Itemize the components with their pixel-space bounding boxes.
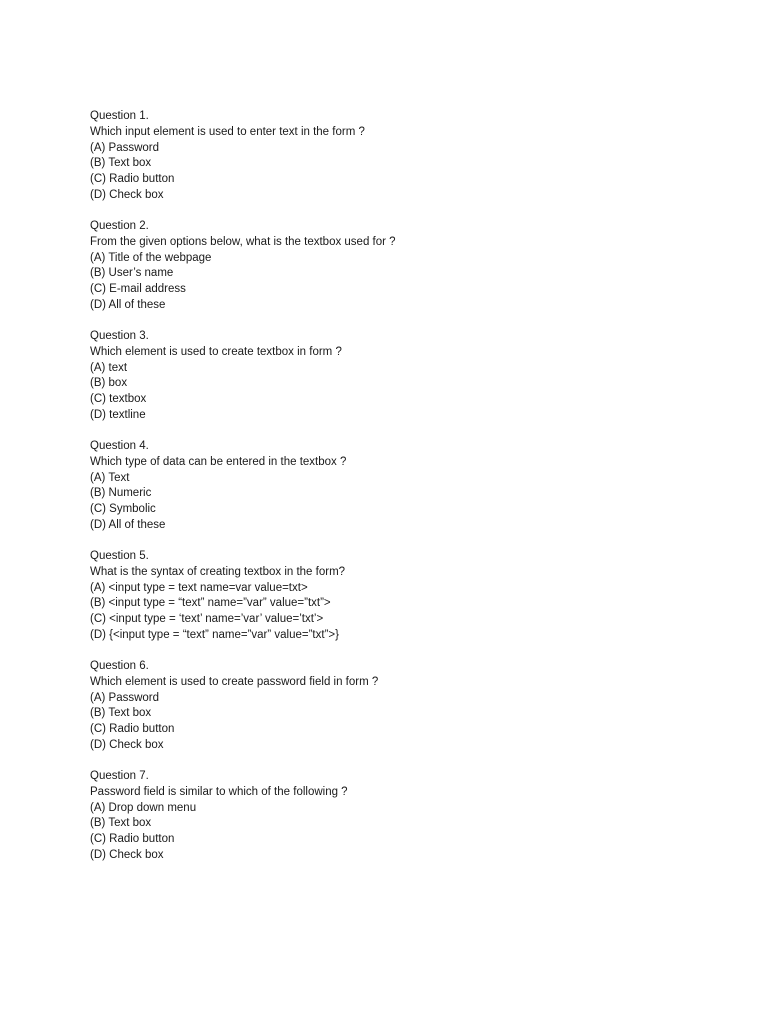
answer-option-b: (B) Text box [90, 817, 152, 830]
question-6 [90, 659, 730, 754]
question-prompt: Which element is used to create textbox in form ? [90, 345, 342, 358]
question-heading: Question 4. [90, 440, 149, 452]
answer-option-d: (D) Check box [90, 188, 164, 201]
answer-option-b: (B) Text box [90, 157, 152, 170]
answer-option-d: (D) Check box [90, 738, 164, 751]
answer-option-d: (D) Check box [90, 848, 164, 861]
answer-option-c: (C) Radio button [90, 173, 175, 185]
question-4 [90, 439, 730, 534]
question-3 [90, 329, 730, 424]
question-prompt: Which input element is used to enter text in the form ? [90, 125, 365, 138]
question-heading: Question 7. [90, 770, 149, 782]
answer-option-c: (C) E-mail address [90, 283, 186, 295]
answer-option-d: (D) {<input type = “text” name=”var” value=”txt”>} [90, 628, 339, 641]
answer-option-d: (D) All of these [90, 298, 166, 311]
answer-option-b: (B) Text box [90, 707, 152, 720]
answer-option-a: (A) Drop down menu [90, 801, 197, 814]
answer-option-b: (B) box [90, 377, 128, 390]
question-prompt: Which type of data can be entered in the textbox ? [90, 455, 347, 468]
question-prompt: Password field is similar to which of the following ? [90, 785, 348, 798]
question-7 [90, 769, 730, 864]
answer-option-d: (D) All of these [90, 518, 166, 531]
answer-option-a: (A) Password [90, 141, 160, 154]
question-heading: Question 6. [90, 660, 149, 672]
answer-option-c: (C) Radio button [90, 723, 175, 735]
document-page [90, 109, 730, 879]
question-5 [90, 549, 730, 644]
question-1 [90, 109, 730, 204]
question-2 [90, 219, 730, 314]
answer-option-b: (B) <input type = “text” name=”var” value=”txt”> [90, 597, 331, 610]
answer-option-a: (A) <input type = text name=var value=txt> [90, 581, 308, 594]
question-heading: Question 5. [90, 550, 149, 562]
question-heading: Question 2. [90, 220, 149, 232]
question-heading: Question 1. [90, 110, 149, 122]
answer-option-a: (A) Text [90, 471, 130, 484]
answer-option-d: (D) textline [90, 408, 146, 421]
answer-option-c: (C) Symbolic [90, 503, 156, 515]
question-prompt: From the given options below, what is the textbox used for ? [90, 235, 396, 248]
answer-option-a: (A) Password [90, 691, 160, 704]
answer-option-b: (B) Numeric [90, 487, 152, 500]
question-heading: Question 3. [90, 330, 149, 342]
answer-option-c: (C) <input type = ‘text’ name=’var’ value=’txt’> [90, 613, 324, 625]
answer-option-b: (B) User’s name [90, 267, 174, 280]
answer-option-c: (C) textbox [90, 393, 147, 405]
answer-option-a: (A) Title of the webpage [90, 251, 212, 264]
question-prompt: What is the syntax of creating textbox in the form? [90, 565, 346, 578]
question-prompt: Which element is used to create password field in form ? [90, 675, 379, 688]
answer-option-a: (A) text [90, 361, 128, 374]
answer-option-c: (C) Radio button [90, 833, 175, 845]
